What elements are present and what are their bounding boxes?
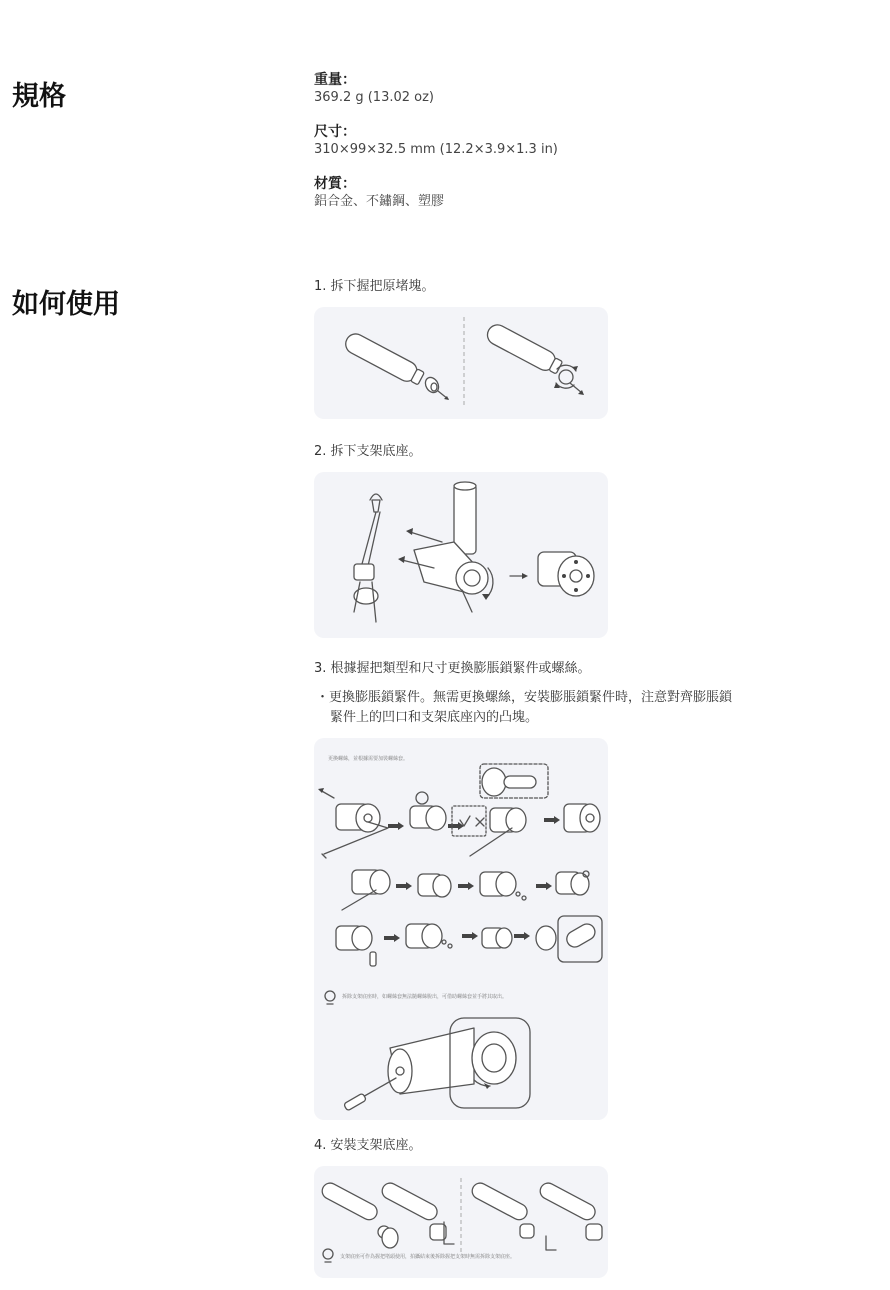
spec-material-value: 鋁合金、不鏽鋼、塑膠	[314, 194, 445, 209]
spec-weight-label: 重量：	[314, 72, 356, 88]
step-1-title: 1. 拆下握把原堵塊。	[314, 279, 435, 294]
step-3-note-top: 更換螺絲，並根據需要加裝螺絲套。	[328, 756, 409, 762]
spec-weight-value: 369.2 g (13.02 oz)	[314, 90, 435, 105]
row-3-parts	[336, 916, 602, 966]
lightbulb-icon	[325, 991, 335, 1001]
spec-material-label: 材質：	[314, 176, 356, 192]
step-2-illustration	[314, 472, 608, 638]
remove-base-diagram	[314, 472, 608, 638]
step-4-title: 4. 安裝支架底座。	[314, 1138, 422, 1153]
spec-size-label: 尺寸：	[314, 124, 356, 140]
step-3-bullet: ・更換膨脹鎖緊件。無需更換螺絲，安裝膨脹鎖緊件時，注意對齊膨脹鎖緊件上的凹口和支架底座內的凸塊。	[316, 690, 733, 725]
step-3-tip-text: 拆除支架底座時，如螺絲套無法隨螺絲脫出，可借助螺絲套並手將其取出。	[342, 994, 508, 1000]
specs-heading: 規格	[12, 81, 66, 112]
step-3-title: 3. 根據握把類型和尺寸更換膨脹鎖緊件或螺絲。	[314, 661, 591, 676]
remove-plug-diagram	[314, 307, 608, 419]
step-4-tip-text: 支架底座可作為握把堵頭使用，拍攝結束後拆除握把支架時無需拆除支架底座。	[340, 1254, 516, 1260]
install-base-diagram	[314, 1166, 608, 1278]
screw-sleeve-closeup	[343, 1018, 530, 1111]
step-3-tip	[325, 991, 507, 1004]
howto-heading: 如何使用	[12, 289, 120, 320]
row-2-parts	[342, 870, 589, 910]
specs-list	[314, 71, 734, 227]
row-1-parts	[318, 764, 600, 858]
replace-screw-diagram	[314, 738, 608, 1120]
step-2-title: 2. 拆下支架底座。	[314, 444, 422, 459]
lightbulb-icon	[323, 1249, 333, 1259]
step-1-illustration	[314, 307, 608, 419]
spec-size-value: 310×99×32.5 mm (12.2×3.9×1.3 in)	[314, 142, 558, 157]
step-3-illustration	[314, 738, 608, 1120]
step-4-illustration	[314, 1166, 608, 1278]
